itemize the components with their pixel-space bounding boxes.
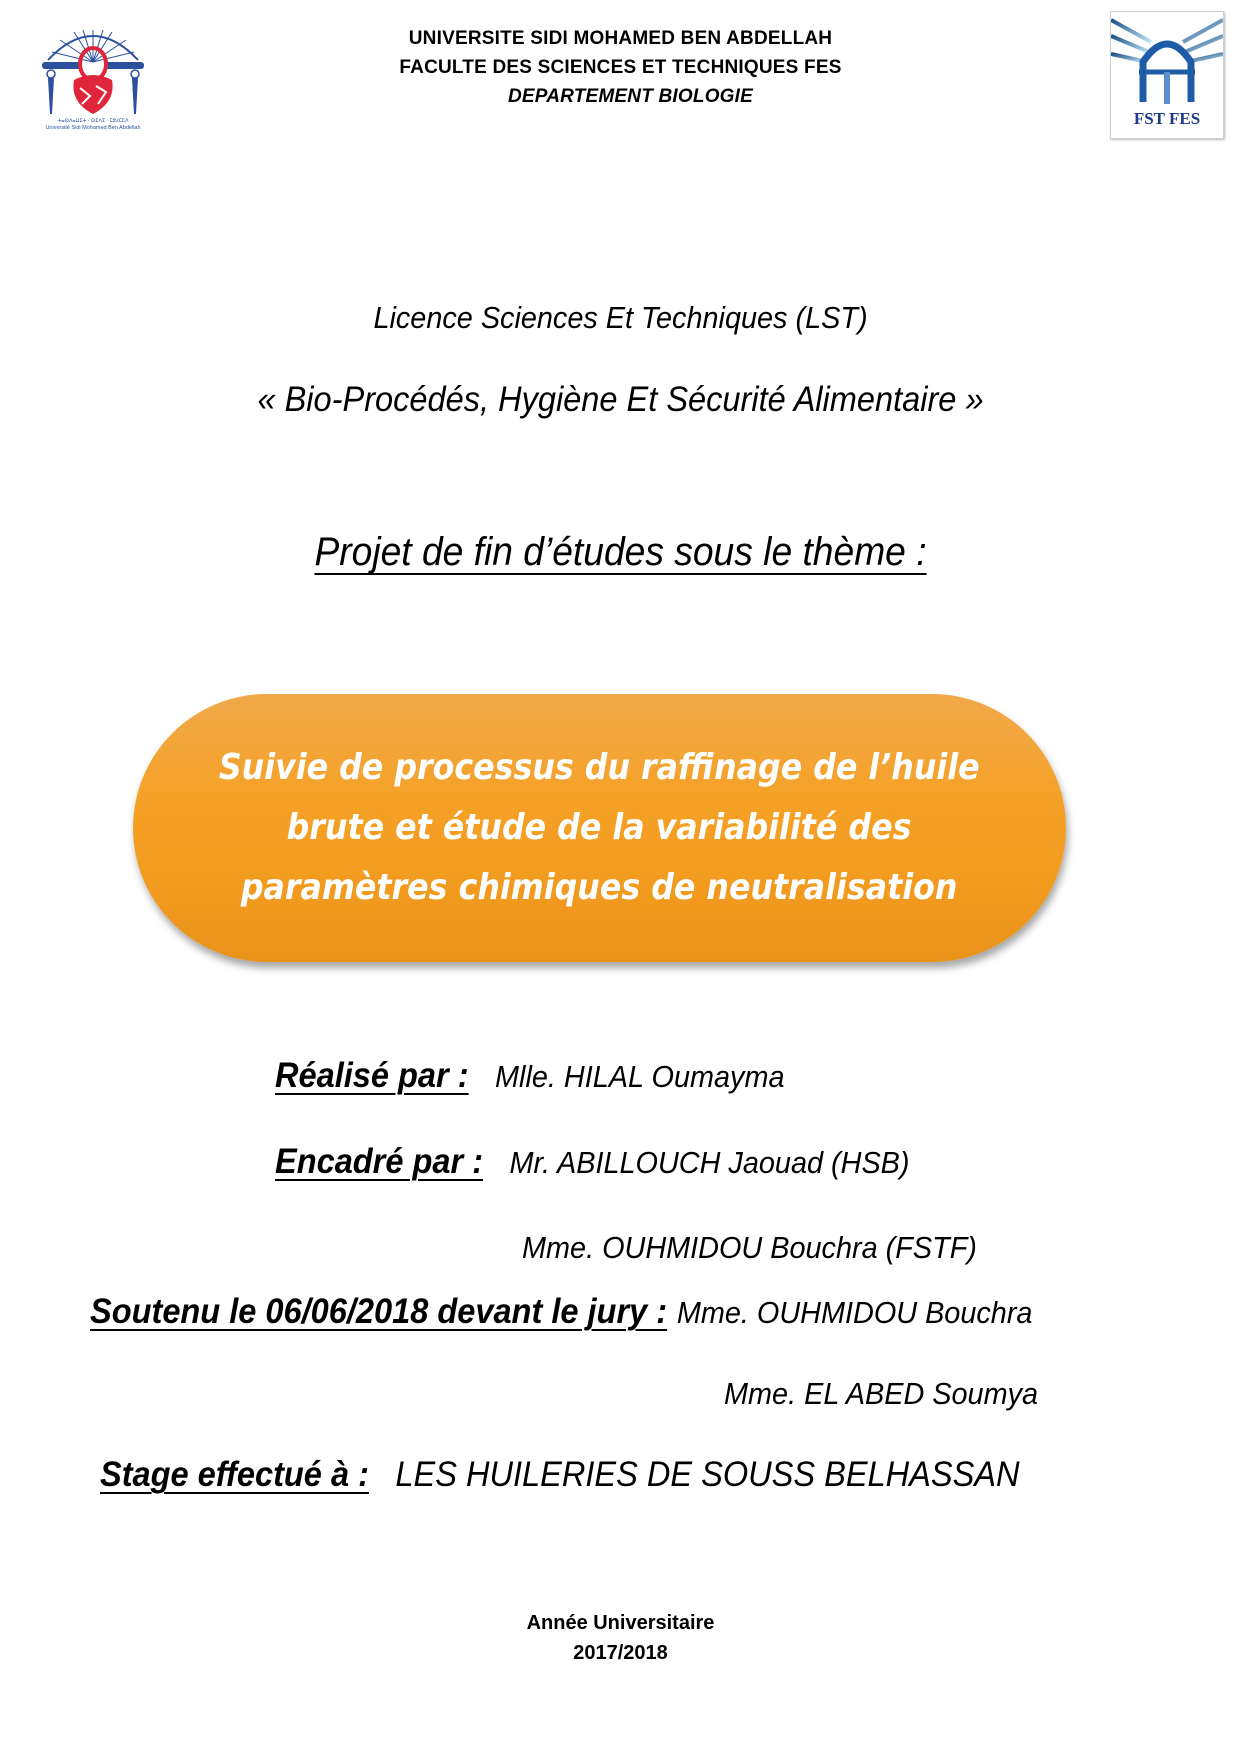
supervisor-2-row <box>522 1230 977 1266</box>
student-name: Mlle. HILAL Oumayma <box>495 1059 785 1094</box>
thesis-title-line-1: Suivie de processus du raffinage de l’huile <box>219 747 980 788</box>
project-heading: Projet de fin d’études sous le thème : <box>314 530 927 574</box>
faculty-name: FACULTE DES SCIENCES ET TECHNIQUES FES <box>399 57 842 78</box>
soutenu-row <box>90 1292 1032 1332</box>
supervisor-2: Mme. OUHMIDOU Bouchra (FSTF) <box>522 1230 977 1265</box>
soutenu-label: Soutenu le 06/06/2018 devant le jury : <box>90 1292 668 1331</box>
academic-year-block <box>0 1608 1241 1668</box>
supervisor-1: Mr. ABILLOUCH Jaouad (HSB) <box>509 1145 910 1180</box>
academic-year-label: Année Universitaire <box>526 1612 715 1634</box>
realise-par-label: Réalisé par : <box>275 1056 469 1095</box>
encadre-par-label: Encadré par : <box>275 1142 484 1181</box>
degree-title: Licence Sciences Et Techniques (LST) <box>373 300 868 335</box>
jury-member-2: Mme. EL ABED Soumya <box>724 1376 1039 1411</box>
specialty-title: « Bio-Procédés, Hygiène Et Sécurité Alimentaire » <box>257 380 984 419</box>
stage-company: LES HUILERIES DE SOUSS BELHASSAN <box>395 1455 1020 1494</box>
department-name: DEPARTEMENT BIOLOGIE <box>507 86 754 107</box>
stage-row <box>100 1455 1020 1495</box>
university-name: UNIVERSITE SIDI MOHAMED BEN ABDELLAH <box>408 28 833 49</box>
thesis-title-line-2: brute et étude de la variabilité des <box>287 807 912 848</box>
svg-text:FST FES: FST FES <box>1133 109 1201 128</box>
encadre-par-row <box>275 1142 910 1182</box>
jury-member-2-row <box>724 1376 1038 1412</box>
svg-text:Université Sidi Mohamed Ben Ab: Université Sidi Mohamed Ben Abdellah <box>45 125 141 131</box>
realise-par-row <box>275 1056 785 1096</box>
svg-text:ⵜⴰⵙⴷⴰⵡⵉⵜ · ⵙⵉⴷⵉ · ⵎⵓⵃⵎⵎⴷ: ⵜⴰⵙⴷⴰⵡⵉⵜ · ⵙⵉⴷⵉ · ⵎⵓⵃⵎⵎⴷ <box>57 118 129 124</box>
academic-year-value: 2017/2018 <box>573 1642 668 1664</box>
thesis-title-line-3: paramètres chimiques de neutralisation <box>241 867 958 908</box>
stage-label: Stage effectué à : <box>100 1455 369 1494</box>
fst-fes-logo <box>1110 11 1224 139</box>
jury-member-1: Mme. OUHMIDOU Bouchra <box>676 1295 1033 1330</box>
thesis-title-banner <box>133 694 1066 962</box>
